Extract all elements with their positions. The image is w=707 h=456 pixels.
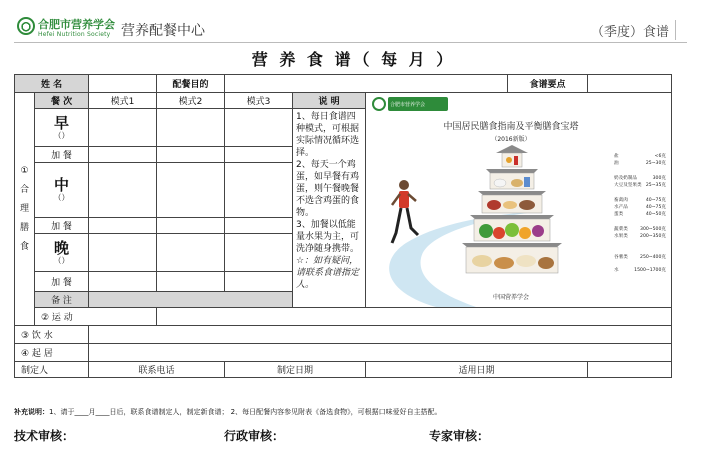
page-header — [0, 0, 707, 42]
maker-label: 制定人 — [15, 362, 89, 378]
legend-amount-8: 200~350克 — [640, 234, 667, 239]
legend-name-1: 油 — [614, 161, 619, 166]
page-title: 营 养 食 谱（ 每 月 ） — [251, 50, 456, 69]
exercise-field[interactable] — [157, 308, 672, 326]
lunch-snack-mode2[interactable] — [157, 218, 225, 234]
center-name: 营养配餐中心 — [121, 23, 205, 39]
dinner-snack-label: 加 餐 — [35, 272, 89, 292]
legend-name-6: 蛋类 — [614, 212, 624, 217]
key-points-field[interactable] — [588, 75, 672, 93]
footnote-head: 补充说明： — [14, 408, 49, 416]
legend-amount-5: 40~75克 — [645, 205, 667, 210]
pagoda-poster — [366, 93, 672, 308]
society-logo-icon — [17, 17, 35, 35]
purpose-field[interactable] — [225, 75, 508, 93]
poster-logo-text: 合肥市营养学会 — [390, 102, 426, 108]
phone-label: 联系电话 — [89, 362, 225, 378]
notes-cell — [293, 109, 366, 308]
legend-name-3: 大豆及坚果类 — [614, 183, 642, 188]
apply-date-label: 适用日期 — [366, 362, 588, 378]
dinner-snack-mode1[interactable] — [89, 272, 157, 292]
apply-date-field[interactable] — [588, 362, 672, 378]
exercise-label: ② 运 动 — [35, 308, 157, 326]
drink-label: ③ 饮 水 — [15, 326, 89, 344]
lunch-snack-mode3[interactable] — [225, 218, 293, 234]
diet-section-text: 合理膳食 — [19, 184, 29, 252]
lunch-mode1[interactable] — [89, 163, 157, 218]
tech-review-label: 技术审核： — [14, 429, 75, 443]
drink-field[interactable] — [89, 326, 672, 344]
breakfast-snack-mode2[interactable] — [157, 147, 225, 163]
legend-amount-2: 300克 — [652, 176, 667, 181]
legend-amount-1: 25~30克 — [645, 161, 667, 166]
notes-header: 说 明 — [293, 93, 366, 109]
dinner-mode3[interactable] — [225, 234, 293, 272]
lunch-snack-label: 加 餐 — [35, 218, 89, 234]
mode2-header: 模式2 — [157, 93, 225, 109]
poster-footer: 中国营养学会 — [493, 294, 530, 301]
header-divider — [675, 20, 676, 40]
poster-edition: （2016新版） — [491, 136, 531, 143]
expert-review-label: 专家审核： — [429, 429, 490, 443]
mode1-header: 模式1 — [89, 93, 157, 109]
breakfast-paren: （） — [53, 130, 70, 140]
lunch-title: 中 — [54, 176, 70, 194]
meal-header: 餐 次 — [35, 93, 89, 109]
diet-section-number: ① — [20, 165, 29, 176]
note-4: ☆：如有疑问，请联系食谱指定人。 — [296, 256, 360, 290]
purpose-label: 配餐目的 — [157, 75, 225, 93]
remark-label: 备 注 — [35, 292, 89, 308]
dinner-snack-mode2[interactable] — [157, 272, 225, 292]
footnote — [14, 407, 442, 417]
org-name: 合肥市营养学会 — [38, 18, 115, 31]
header-rule — [14, 42, 687, 43]
legend-name-8: 水果类 — [614, 234, 628, 239]
breakfast-snack-label: 加 餐 — [35, 147, 89, 163]
legend-amount-4: 40~75克 — [645, 198, 667, 203]
note-3: 3、加餐以低能量水果为主，可洗净随身携带。 — [296, 220, 360, 254]
legend-amount-7: 300~500克 — [640, 227, 667, 232]
legend-name-9: 谷薯类 — [614, 255, 628, 260]
diet-section-label — [15, 93, 35, 326]
remark-field[interactable] — [89, 292, 293, 308]
pagoda-illustration — [366, 93, 672, 307]
poster-title: 中国居民膳食指南及平衡膳食宝塔 — [443, 122, 579, 132]
breakfast-snack-mode3[interactable] — [225, 147, 293, 163]
legend-amount-3: 25~35克 — [645, 183, 667, 188]
legend-name-5: 水产品 — [614, 205, 628, 210]
legend-amount-6: 40~50克 — [645, 212, 667, 217]
legend-amount-10: 1500~1700克 — [634, 268, 667, 273]
daily-field[interactable] — [89, 344, 672, 362]
breakfast-mode1[interactable] — [89, 109, 157, 147]
legend-name-10: 水 — [614, 268, 619, 273]
dinner-mode1[interactable] — [89, 234, 157, 272]
lunch-mode3[interactable] — [225, 163, 293, 218]
name-label: 姓 名 — [15, 75, 89, 93]
dinner-mode2[interactable] — [157, 234, 225, 272]
menu-table — [14, 74, 672, 378]
lunch-mode2[interactable] — [157, 163, 225, 218]
dinner-label — [35, 234, 89, 272]
legend-amount-0: <6克 — [654, 154, 667, 159]
lunch-paren: （） — [53, 193, 70, 202]
note-2: 2、每天一个鸡蛋，如早餐有鸡蛋，则午餐晚餐不选含鸡蛋的食物。 — [296, 160, 360, 218]
footnote-text: 1、请于____月____日后，联系食谱制定人，制定新食谱； 2、每日配餐内容参见附表《备选食物》，可根据口味爱好自主搭配。 — [49, 408, 442, 416]
name-field[interactable] — [89, 75, 157, 93]
org-name-english: Hefei Nutrition Society — [38, 31, 111, 38]
breakfast-title: 早 — [54, 113, 70, 132]
breakfast-snack-mode1[interactable] — [89, 147, 157, 163]
breakfast-mode2[interactable] — [157, 109, 225, 147]
dinner-snack-mode3[interactable] — [225, 272, 293, 292]
date-label: 制定日期 — [225, 362, 366, 378]
admin-review-label: 行政审核： — [224, 429, 285, 443]
dinner-title: 晚 — [54, 238, 70, 257]
legend-name-2: 奶及奶制品 — [614, 176, 637, 181]
legend-name-0: 盐 — [614, 154, 619, 159]
note-1: 1、每日食谱四种模式，可根据实际情况循环选择。 — [296, 112, 360, 158]
breakfast-label — [35, 109, 89, 147]
season-label: （季度）食谱 — [590, 25, 669, 40]
dinner-paren: （） — [53, 255, 70, 265]
key-points-label: 食谱要点 — [508, 75, 588, 93]
daily-label: ④ 起 居 — [15, 344, 89, 362]
breakfast-mode3[interactable] — [225, 109, 293, 147]
legend-name-4: 畜禽肉 — [614, 198, 628, 203]
lunch-snack-mode1[interactable] — [89, 218, 157, 234]
legend-amount-9: 250~400克 — [640, 255, 667, 260]
mode3-header: 模式3 — [225, 93, 293, 109]
lunch-label — [35, 163, 89, 218]
legend-name-7: 蔬菜类 — [614, 227, 628, 232]
